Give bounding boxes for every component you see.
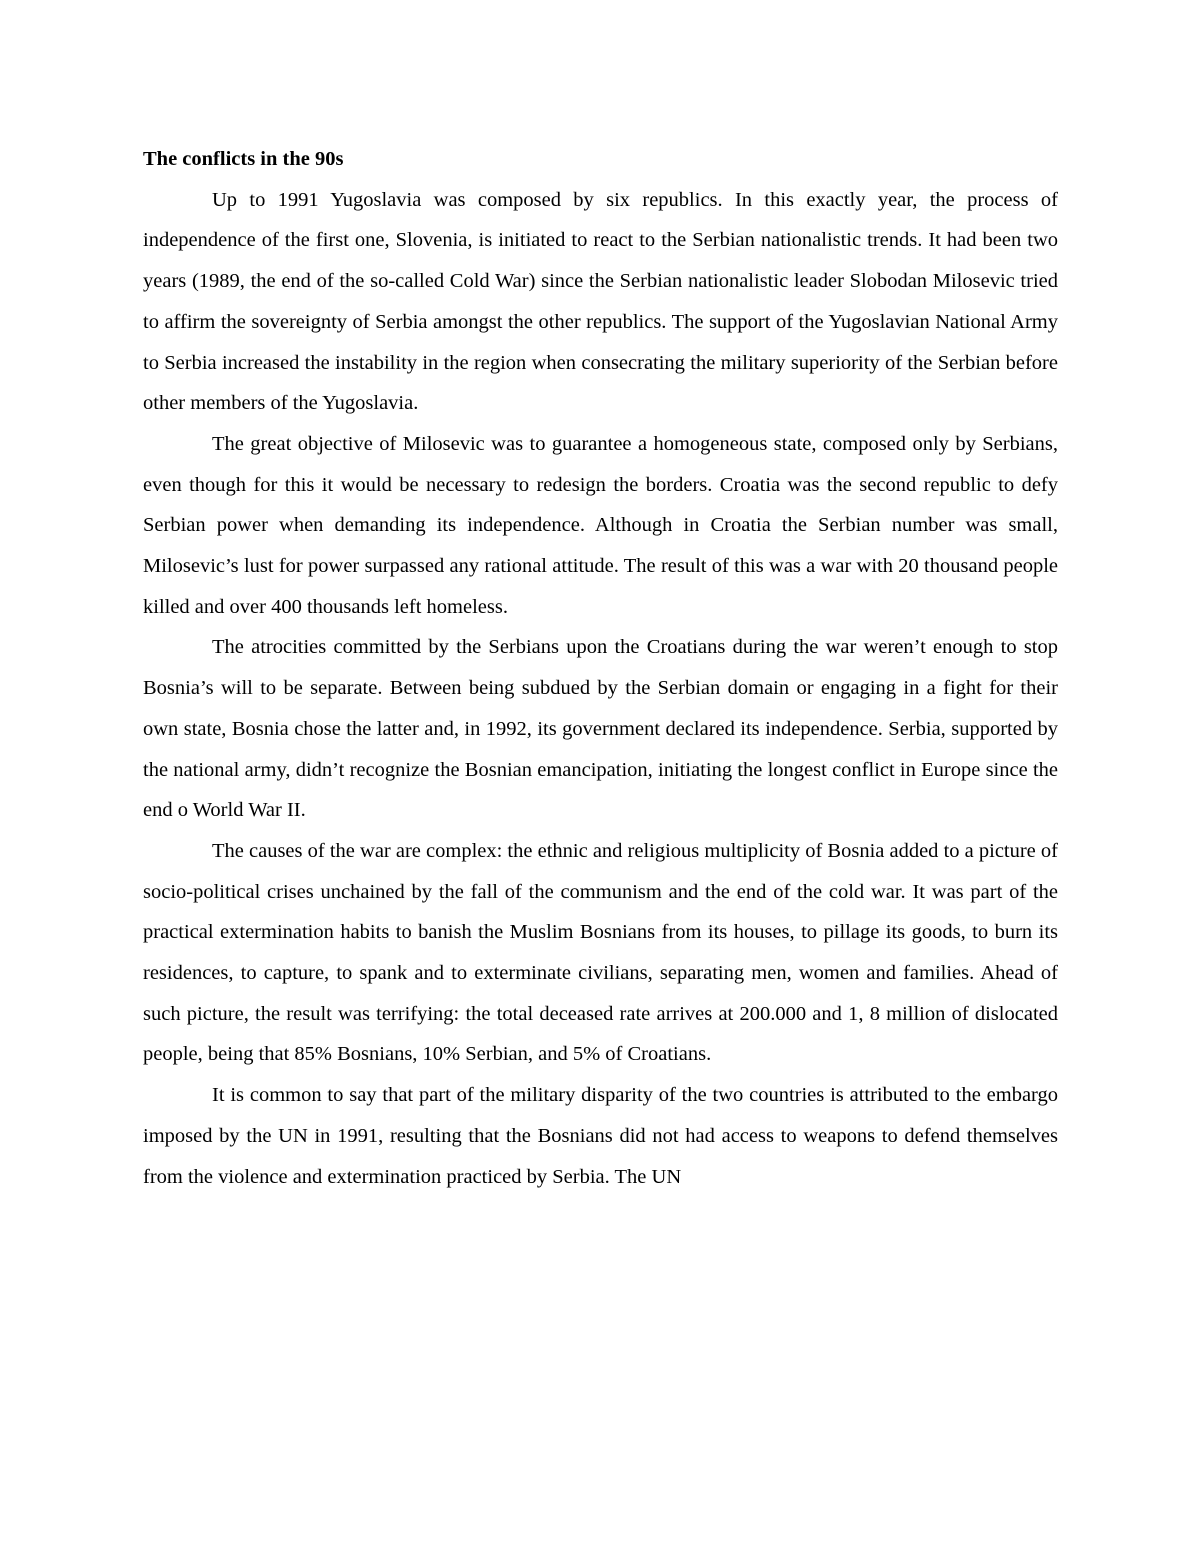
paragraph-2: The great objective of Milosevic was to guarantee a homogeneous state, composed only by Serbians, even though for this it would be necessary to redesign the borders. Croatia was the second republic to defy Serbian power when demanding its independence. Although in Croatia the Serbian number was small, Milosevic’s lust for power surpassed any rational attitude. The result of this was a war with 20 thousand people killed and over 400 thousands left homeless. <box>143 432 1058 618</box>
paragraph-3: The atrocities committed by the Serbians upon the Croatians during the war weren’t enough to stop Bosnia’s will to be separate. Between being subdued by the Serbian domain or engaging in a fight for their own state, Bosnia chose the latter and, in 1992, its government declared its independence. Serbia, supported by the national army, didn’t recognize the Bosnian emancipation, initiating the longest conflict in Europe since the end o World War II. <box>143 636 1058 822</box>
section-heading: The conflicts in the 90s <box>143 148 344 170</box>
paragraph-5: It is common to say that part of the military disparity of the two countries is attributed to the embargo imposed by the UN in 1991, resulting that the Bosnians did not had access to weapons to defend themselves from the violence and extermination practiced by Serbia. The UN <box>143 1084 1058 1188</box>
paragraph-1: Up to 1991 Yugoslavia was composed by six republics. In this exactly year, the process of independence of the first one, Slovenia, is initiated to react to the Serbian nationalistic trends. It had been two years (1989, the end of the so-called Cold War) since the Serbian nationalistic leader Slobodan Milosevic tried to affirm the sovereignty of Serbia amongst the other republics. The support of the Yugoslavian National Army to Serbia increased the instability in the region when consecrating the military superiority of the Serbian before other members of the Yugoslavia. <box>143 188 1058 415</box>
document-body <box>143 139 1058 1197</box>
paragraph-4: The causes of the war are complex: the ethnic and religious multiplicity of Bosnia added to a picture of socio-political crises unchained by the fall of the communism and the end of the cold war. It was part of the practical extermination habits to banish the Muslim Bosnians from its houses, to pillage its goods, to burn its residences, to capture, to spank and to exterminate civilians, separating men, women and families. Ahead of such picture, the result was terrifying: the total deceased rate arrives at 200.000 and 1, 8 million of dislocated people, being that 85% Bosnians, 10% Serbian, and 5% of Croatians. <box>143 839 1058 1066</box>
